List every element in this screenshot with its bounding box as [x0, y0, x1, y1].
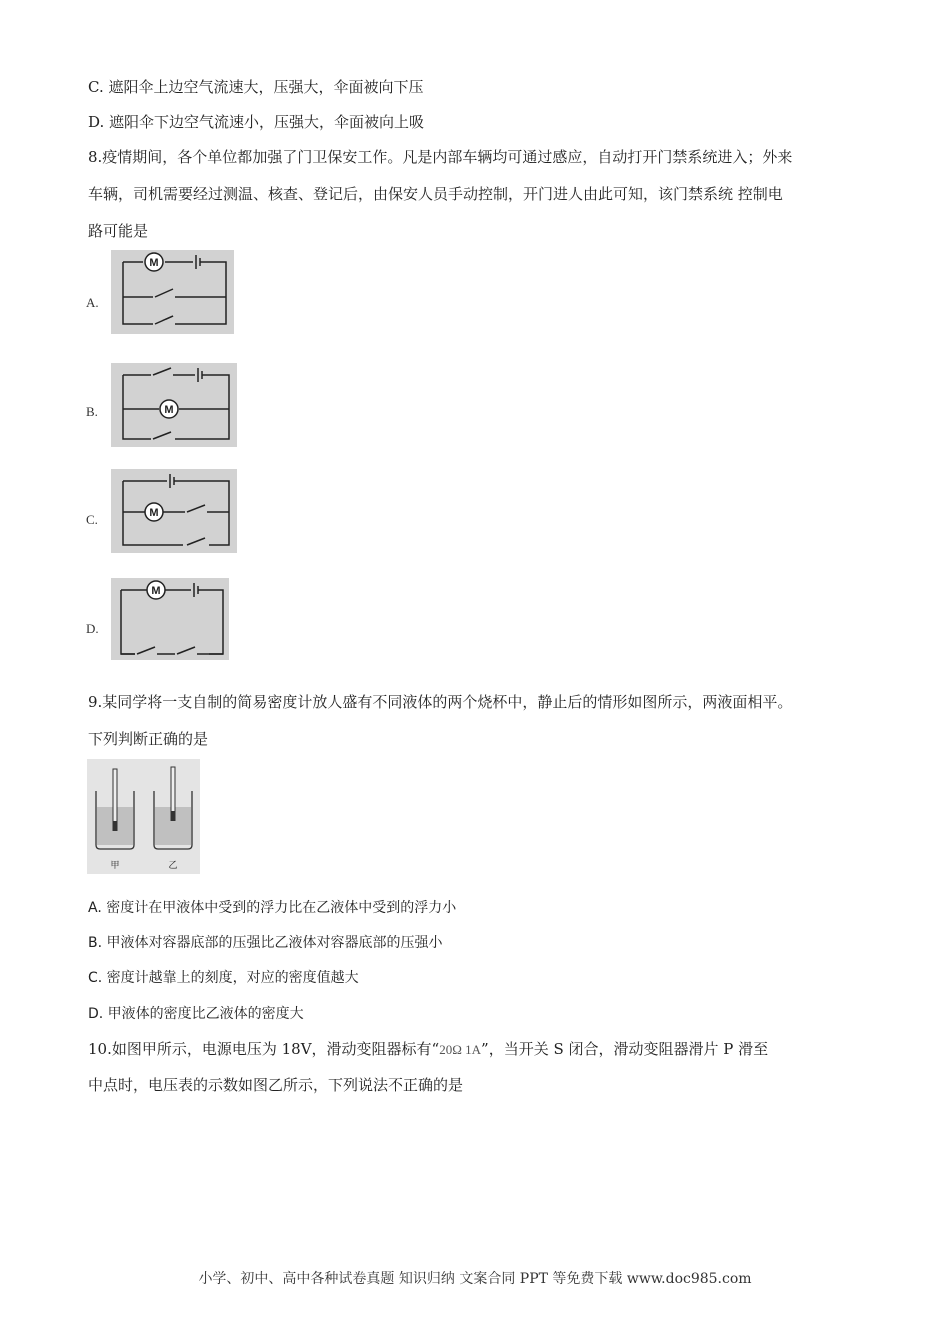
motor-symbol-b: M — [164, 404, 174, 416]
option-a-label: A. — [86, 295, 99, 310]
beaker-label-right: 乙 — [168, 861, 178, 871]
question-9-option-a: A. 密度计在甲液体中受到的浮力比在乙液体中受到的浮力小 — [88, 900, 457, 916]
option-c-label: C. — [86, 512, 98, 527]
option-d-label: D. — [86, 621, 99, 636]
question-8-line-3: 路可能是 — [88, 222, 149, 240]
question-9-line-1: 9.某同学将一支自制的简易密度计放人盛有不同液体的两个烧杯中，静止后的情形如图所示，两液面相平。 — [88, 693, 793, 711]
option-d-previous: D. 遮阳伞下边空气流速小，压强大，伞面被向上吸 — [88, 113, 425, 131]
question-10-text-b: ”，当开关 S 闭合，滑动变阻器滑片 P 滑至 — [481, 1040, 769, 1058]
beaker-label-left: 甲 — [110, 861, 120, 871]
motor-symbol-a: M — [149, 257, 159, 269]
option-c-previous: C. 遮阳伞上边空气流速大，压强大，伞面被向下压 — [88, 78, 424, 96]
circuit-diagram-d — [111, 578, 229, 660]
density-meter-beakers-figure — [87, 759, 200, 874]
question-9-line-2: 下列判断正确的是 — [88, 730, 209, 748]
circuit-diagram-a — [111, 250, 234, 334]
question-10-line-1 — [88, 1039, 768, 1060]
circuit-diagram-c — [111, 469, 237, 553]
option-b-label: B. — [86, 404, 98, 419]
circuit-diagram-b — [111, 363, 237, 447]
question-8-line-1: 8.疫情期间，各个单位都加强了门卫保安工作。凡是内部车辆均可通过感应，自动打开门禁系统进入；外来 — [88, 148, 793, 166]
question-8-line-2: 车辆，司机需要经过测温、核查、登记后，由保安人员手动控制，开门进人由此可知，该门禁系统 控制电 — [88, 185, 783, 203]
footer-download-note: 小学、初中、高中各种试卷真题 知识归纳 文案合同 PPT 等免费下载 www.doc985.com — [198, 1271, 752, 1287]
motor-symbol-c: M — [149, 507, 159, 519]
question-10-text-a: 10.如图甲所示，电源电压为 18V，滑动变阻器标有“ — [88, 1040, 440, 1058]
question-9-option-c: C. 密度计越靠上的刻度，对应的密度值越大 — [88, 970, 359, 986]
question-10-line-2: 中点时，电压表的示数如图乙所示，下列说法不正确的是 — [88, 1076, 464, 1094]
rheostat-rating: 20Ω 1A — [439, 1042, 482, 1057]
question-9-option-d: D. 甲液体的密度比乙液体的密度大 — [88, 1006, 304, 1022]
motor-symbol-d: M — [151, 585, 161, 597]
question-9-option-b: B. 甲液体对容器底部的压强比乙液体对容器底部的压强小 — [88, 935, 443, 951]
